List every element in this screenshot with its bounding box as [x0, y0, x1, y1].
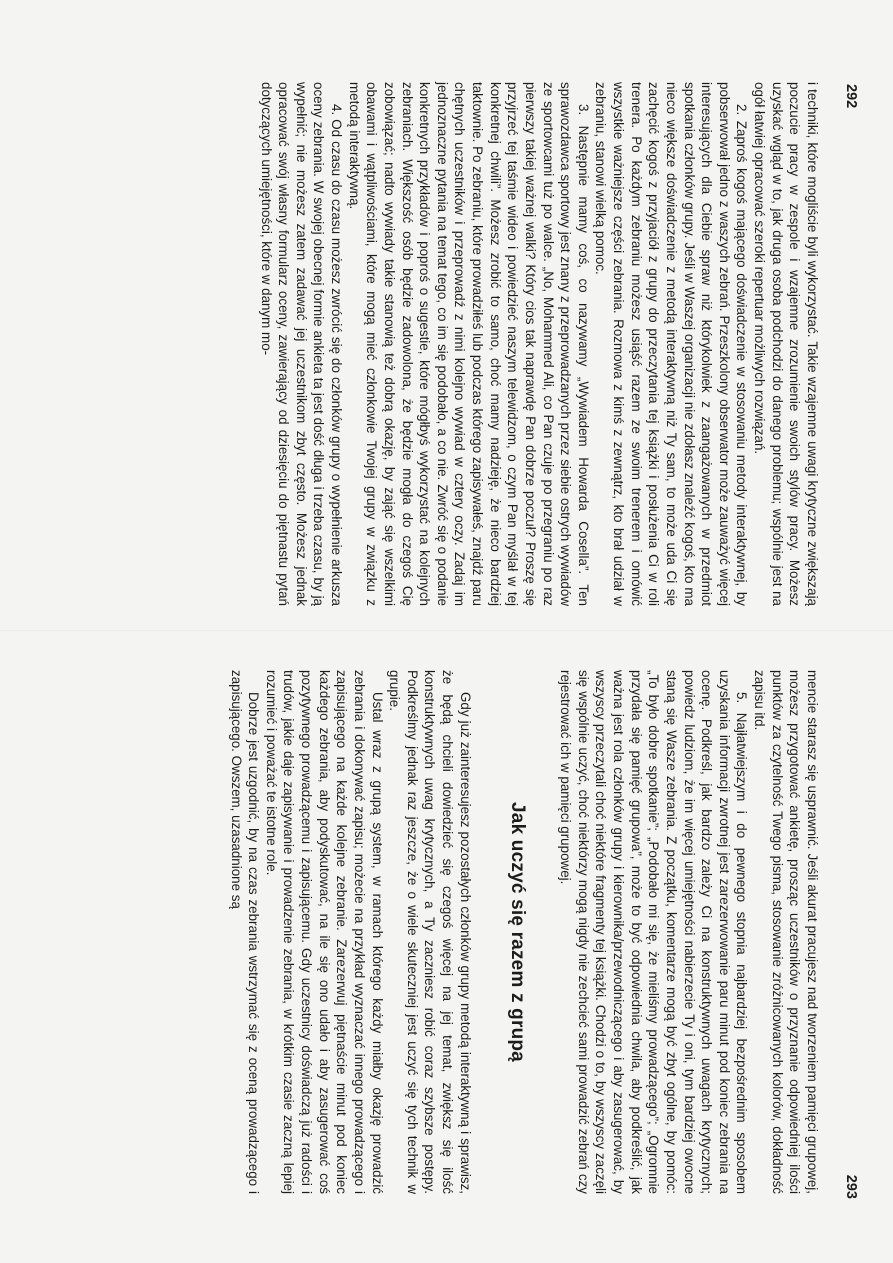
paragraph: mencie starasz się usprawnić. Jeśli akurat pracujesz nad tworzeniem pamięci grupowej, możesz przygotować ankietę, prosząc uczestników o przyznanie odpowiedniej ilości punktów za czytelność Twego pisma, stosowanie zróżnicowanych kolorów, dokładność zapisu itd. — [752, 670, 820, 1194]
paragraph: 4. Od czasu do czasu możesz zwrócić się do członków grupy o wypełnienie arkusza oceny zebrania. W swojej obecnej formie ankieta ta jest dość długa i trzeba czasu, by ją wypełnić; nie możesz zatem zadawać jej uczestnikom zbyt często. Możesz jednak opracować swój własny formularz oceny, zawierający od dziesięciu do piętnastu pytań dotyczących umiejętności, które w danym mo- — [258, 82, 345, 606]
left-page — [0, 0, 893, 631]
page-number: 292 — [843, 84, 859, 109]
paragraph: 5. Najłatwiejszym i do pewnego stopnia najbardziej bezpośrednim sposobem uzyskania informacji zwrotnej jest zarezerwowanie paru minut pod koniec zebrania na ocenę. Podkreśl, jak bardzo zależy Ci na konstruktywnych uwagach krytycznych; powiedz ludziom, że im więcej umiejętności nabierzecie Ty i oni, tym bardziej owocne staną się Wasze zebrania. Z początku, komentarze mogą być zbyt ogólne, by pomóc: „To było dobre spotkanie”; „Podobało mi się, że mieliśmy prowadzącego”; „Ogromnie przydała się pamięć grupowa”, może to być odpowiednia chwila, aby podkreślić, jak ważna jest rola członków grupy i kierownika/przewodniczącego i aby zasugerować, by wszyscy przeczytali choć niektóre fragmenty tej książki. Chodzi o to, by wszyscy zaczęli się wspólnie uczyć, choć niektórzy mogą nigdy nie zechcieć sami prowadzić zebrań czy rejestrować ich w pamięci grupowej. — [558, 670, 750, 1194]
paragraph: Dobrze jest uzgodnić, by na czas zebrania wstrzymać się z oceną prowadzącego i zapisującego. Owszem, uzasadnione są — [228, 670, 262, 1194]
paragraph: 3. Następnie mamy coś, co nazywamy „Wywiadem Howarda Cosella”. Ten sprawozdawca sportowy jest znany z przeprowadzanych przez siebie ostrych wywiadów ze sportowcami tuż po walce. „No, Mohammed Ali, co Pan czuje po przegraniu po raz pierwszy takiej ważnej walki? Który cios tak naprawdę Pan dobrze poczuł? Proszę się przyjrzeć tej taśmie wideo i powiedzieć naszym telewidzom, o czym Pan myślał w tej konkretnej chwili”. Możesz zrobić to samo, choć mamy nadzieję, że nieco bardziej taktownie. Po zebraniu, które prowadziłeś lub podczas którego zapisywałeś, znajdź paru chętnych uczestników i przeprowadź z nimi kolejno wywiad w cztery oczy. Zadaj im jednoznaczne pytania na temat tego, co im się podobało, a co nie. Zwróć się o podanie konkretnych przykładów i poproś o sugestie, które mógłbyś wykorzystać na kolejnych zebraniach. Większość osób będzie zadowolona, że będzie mogła do czegoś Cię zobowiązać; nadto wywiady takie stanowią też dobrą okazję, by zająć się wszelkimi obawami i wątpliwościami, które mogą mieć członkowie Twojej grupy w związku z metodą interaktywną. — [346, 82, 591, 606]
right-page-text — [227, 670, 821, 1194]
left-page-text — [257, 82, 821, 606]
paragraph: i techniki, które mogliście byli wykorzystać. Takie wzajemne uwagi krytyczne zwiększają poczucie pracy w zespole i wzajemne zrozumienie swoich stylów pracy. Możesz uzyskać wgląd w to, jak druga osoba podchodzi do danego problemu; wspólnie jest na ogół łatwiej opracować szeroki repertuar możliwych rozwiązań. — [752, 82, 820, 606]
paragraph: Gdy już zainteresujesz pozostałych członków grupy metodą interaktywną i sprawisz, że będą chcieli dowiedzieć się czegoś więcej na jej temat, zwiększ się ilość konstruktywnych uwag krytycznych, a Ty zaczniesz robić coraz szybsze postępy. Podkreślmy jednak raz jeszcze, że o wiele skuteczniej jest uczyć się tych technik w grupie. — [387, 670, 473, 1194]
paragraph: Ustal wraz z grupą system, w ramach którego każdy miałby okazję prowadzić zebrania i dokonywać zapisu; możecie na przykład wyznaczać innego prowadzącego i zapisującego na każde kolejne zebranie. Zarezerwuj piętnaście minut pod koniec każdego zebrania, aby podyskutować, na ile się ono udało i aby zasugerować coś pozytywnego prowadzącemu i zapisującemu. Gdy uczestnicy doświadczą już radości i trudów, jakie daje zapisywanie i prowadzenie zebrania, w krótkim czasie zaczną lepiej rozumieć i poważać te istotne role. — [263, 670, 385, 1194]
paragraph: 2. Zaproś kogoś mającego doświadczenie w stosowaniu metody interaktywnej, by pobserwował jedno z waszych zebrań. Przeszkolony obserwator może zauważyć więcej interesujących dla Ciebie spraw niż którykolwiek z zaangażowanych w przedmiot spotkania członków grupy. Jeśli w Waszej organizacji nie zdołasz znaleźć kogoś, kto ma nieco większe doświadczenie z metodą interaktywną niż Ty sam, to może uda Ci się zachęcić kogoś z przyjaciół z grupy do przeczytania tej książki i posłużenia Ci w roli trenera. Po każdym zebraniu możesz usiąść razem ze swoim trenerem i omówić wszystkie ważniejsze części zebrania. Rozmowa z kimś z zewnątrz, kto brał udział w zebraniu, stanowi wielką pomoc. — [593, 82, 750, 606]
right-page — [0, 632, 893, 1263]
section-heading: Jak uczyć się razem z grupą — [506, 802, 528, 1062]
page-number: 293 — [843, 1174, 859, 1199]
